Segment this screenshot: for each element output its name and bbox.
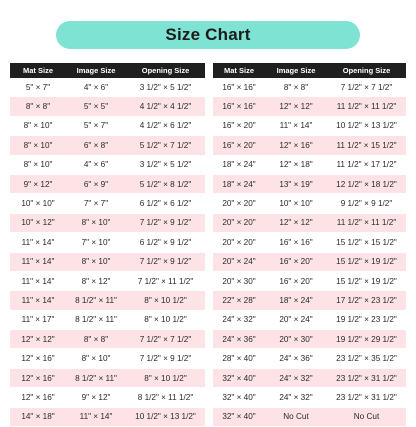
cell-opening-size: 23 1/2" × 31 1/2" — [327, 368, 406, 387]
cell-image-size: 8 1/2" × 11" — [66, 368, 126, 387]
table-row — [213, 349, 406, 368]
cell-mat-size: 28" × 40" — [213, 349, 265, 368]
cell-image-size: 12" × 18" — [265, 155, 327, 174]
table-row — [213, 136, 406, 155]
cell-opening-size: 17 1/2" × 23 1/2" — [327, 291, 406, 310]
cell-image-size: 4" × 6" — [66, 155, 126, 174]
table-row — [213, 271, 406, 290]
cell-opening-size: 7 1/2" × 11 1/2" — [126, 271, 205, 290]
table-row — [213, 97, 406, 116]
table-body-left — [10, 78, 205, 427]
table-row — [213, 116, 406, 135]
cell-opening-size: 11 1/2" × 11 1/2" — [327, 213, 406, 232]
column-header-image-size: Image Size — [66, 63, 126, 78]
cell-mat-size: 12" × 16" — [10, 388, 66, 407]
cell-image-size: 6" × 9" — [66, 174, 126, 193]
table-row — [10, 233, 205, 252]
cell-opening-size: 10 1/2" × 13 1/2" — [126, 407, 205, 426]
cell-image-size: 16" × 16" — [265, 233, 327, 252]
cell-mat-size: 8" × 10" — [10, 136, 66, 155]
cell-opening-size: 3 1/2" × 5 1/2" — [126, 155, 205, 174]
cell-opening-size: 6 1/2" × 9 1/2" — [126, 233, 205, 252]
cell-mat-size: 5" × 7" — [10, 78, 66, 97]
table-row — [10, 136, 205, 155]
cell-mat-size: 12" × 12" — [10, 330, 66, 349]
cell-opening-size: 11 1/2" × 17 1/2" — [327, 155, 406, 174]
cell-mat-size: 32" × 40" — [213, 407, 265, 426]
cell-mat-size: 18" × 24" — [213, 155, 265, 174]
cell-mat-size: 14" × 18" — [10, 407, 66, 426]
cell-mat-size: 20" × 30" — [213, 271, 265, 290]
cell-opening-size: 7 1/2" × 9 1/2" — [126, 252, 205, 271]
cell-image-size: 8" × 10" — [66, 213, 126, 232]
table-row — [10, 368, 205, 387]
cell-image-size: 5" × 7" — [66, 116, 126, 135]
cell-mat-size: 12" × 16" — [10, 368, 66, 387]
cell-mat-size: 11" × 14" — [10, 271, 66, 290]
table-row — [213, 233, 406, 252]
cell-opening-size: 7 1/2" × 9 1/2" — [126, 213, 205, 232]
cell-mat-size: 18" × 24" — [213, 174, 265, 193]
cell-mat-size: 8" × 10" — [10, 155, 66, 174]
cell-opening-size: 15 1/2" × 19 1/2" — [327, 252, 406, 271]
cell-opening-size: 15 1/2" × 15 1/2" — [327, 233, 406, 252]
cell-opening-size: 7 1/2" × 9 1/2" — [126, 349, 205, 368]
cell-opening-size: 10 1/2" × 13 1/2" — [327, 116, 406, 135]
cell-image-size: 24" × 32" — [265, 368, 327, 387]
cell-opening-size: 8" × 10 1/2" — [126, 291, 205, 310]
cell-opening-size: 19 1/2" × 23 1/2" — [327, 310, 406, 329]
cell-image-size: 12" × 16" — [265, 136, 327, 155]
cell-mat-size: 10" × 10" — [10, 194, 66, 213]
table-row — [213, 310, 406, 329]
column-header-opening-size: Opening Size — [327, 63, 406, 78]
table-row — [10, 310, 205, 329]
cell-image-size: 20" × 24" — [265, 310, 327, 329]
table-row — [10, 252, 205, 271]
cell-image-size: 18" × 24" — [265, 291, 327, 310]
table-row — [213, 252, 406, 271]
cell-image-size: 7" × 7" — [66, 194, 126, 213]
table-row — [213, 174, 406, 193]
cell-mat-size: 11" × 14" — [10, 233, 66, 252]
cell-opening-size: 6 1/2" × 6 1/2" — [126, 194, 205, 213]
cell-image-size: 16" × 20" — [265, 252, 327, 271]
cell-mat-size: 24" × 36" — [213, 330, 265, 349]
cell-image-size: 13" × 19" — [265, 174, 327, 193]
table-header-row — [10, 63, 205, 78]
cell-mat-size: 20" × 20" — [213, 233, 265, 252]
cell-opening-size: 8" × 10 1/2" — [126, 310, 205, 329]
table-row — [10, 194, 205, 213]
cell-opening-size: 19 1/2" × 29 1/2" — [327, 330, 406, 349]
cell-opening-size: 3 1/2" × 5 1/2" — [126, 78, 205, 97]
cell-image-size: 4" × 6" — [66, 78, 126, 97]
table-row — [10, 213, 205, 232]
cell-mat-size: 16" × 20" — [213, 136, 265, 155]
table-row — [10, 116, 205, 135]
cell-mat-size: 20" × 20" — [213, 194, 265, 213]
table-row — [10, 271, 205, 290]
cell-opening-size: 7 1/2" × 7 1/2" — [327, 78, 406, 97]
cell-mat-size: 32" × 40" — [213, 388, 265, 407]
table-row — [10, 174, 205, 193]
cell-opening-size: 8 1/2" × 11 1/2" — [126, 388, 205, 407]
cell-mat-size: 20" × 24" — [213, 252, 265, 271]
cell-image-size: 8" × 10" — [66, 252, 126, 271]
table-row — [213, 330, 406, 349]
table-row — [213, 407, 406, 426]
cell-opening-size: 4 1/2" × 6 1/2" — [126, 116, 205, 135]
cell-image-size: 6" × 8" — [66, 136, 126, 155]
cell-opening-size: 11 1/2" × 11 1/2" — [327, 97, 406, 116]
page-title: Size Chart — [165, 25, 251, 44]
column-header-mat-size: Mat Size — [10, 63, 66, 78]
cell-image-size: 8" × 8" — [66, 330, 126, 349]
cell-opening-size: 9 1/2" × 9 1/2" — [327, 194, 406, 213]
table-header-row — [213, 63, 406, 78]
cell-image-size: 5" × 5" — [66, 97, 126, 116]
table-body-right — [213, 78, 406, 427]
column-header-image-size: Image Size — [265, 63, 327, 78]
cell-opening-size: 23 1/2" × 31 1/2" — [327, 388, 406, 407]
cell-image-size: 12" × 12" — [265, 97, 327, 116]
table-row — [213, 194, 406, 213]
cell-mat-size: 24" × 32" — [213, 310, 265, 329]
cell-mat-size: 11" × 14" — [10, 252, 66, 271]
table-row — [213, 368, 406, 387]
table-row — [10, 349, 205, 368]
table-row — [10, 291, 205, 310]
cell-opening-size: 4 1/2" × 4 1/2" — [126, 97, 205, 116]
table-row — [10, 407, 205, 426]
size-table-left — [10, 63, 205, 427]
cell-image-size: 8" × 12" — [66, 271, 126, 290]
cell-mat-size: 11" × 14" — [10, 291, 66, 310]
cell-image-size: 10" × 10" — [265, 194, 327, 213]
cell-opening-size: 11 1/2" × 15 1/2" — [327, 136, 406, 155]
table-row — [213, 291, 406, 310]
cell-opening-size: 15 1/2" × 19 1/2" — [327, 271, 406, 290]
table-row — [213, 213, 406, 232]
cell-opening-size: 5 1/2" × 7 1/2" — [126, 136, 205, 155]
table-row — [10, 330, 205, 349]
cell-opening-size: 23 1/2" × 35 1/2" — [327, 349, 406, 368]
column-header-mat-size: Mat Size — [213, 63, 265, 78]
cell-image-size: 9" × 12" — [66, 388, 126, 407]
cell-image-size: No Cut — [265, 407, 327, 426]
cell-mat-size: 16" × 16" — [213, 97, 265, 116]
cell-image-size: 11" × 14" — [265, 116, 327, 135]
cell-image-size: 24" × 36" — [265, 349, 327, 368]
cell-opening-size: No Cut — [327, 407, 406, 426]
column-header-opening-size: Opening Size — [126, 63, 205, 78]
cell-image-size: 7" × 10" — [66, 233, 126, 252]
table-row — [10, 78, 205, 97]
cell-image-size: 8" × 8" — [265, 78, 327, 97]
cell-image-size: 20" × 30" — [265, 330, 327, 349]
table-row — [213, 388, 406, 407]
cell-mat-size: 32" × 40" — [213, 368, 265, 387]
cell-mat-size: 11" × 17" — [10, 310, 66, 329]
cell-mat-size: 16" × 16" — [213, 78, 265, 97]
cell-mat-size: 16" × 20" — [213, 116, 265, 135]
cell-mat-size: 8" × 10" — [10, 116, 66, 135]
table-row — [10, 155, 205, 174]
cell-opening-size: 8" × 10 1/2" — [126, 368, 205, 387]
cell-image-size: 11" × 14" — [66, 407, 126, 426]
cell-opening-size: 5 1/2" × 8 1/2" — [126, 174, 205, 193]
table-row — [10, 388, 205, 407]
cell-image-size: 12" × 12" — [265, 213, 327, 232]
cell-mat-size: 20" × 20" — [213, 213, 265, 232]
cell-mat-size: 12" × 16" — [10, 349, 66, 368]
cell-opening-size: 12 1/2" × 18 1/2" — [327, 174, 406, 193]
table-row — [10, 97, 205, 116]
table-row — [213, 78, 406, 97]
cell-mat-size: 22" × 28" — [213, 291, 265, 310]
cell-image-size: 8 1/2" × 11" — [66, 291, 126, 310]
cell-image-size: 8" × 10" — [66, 349, 126, 368]
cell-mat-size: 9" × 12" — [10, 174, 66, 193]
cell-opening-size: 7 1/2" × 7 1/2" — [126, 330, 205, 349]
cell-image-size: 16" × 20" — [265, 271, 327, 290]
size-table-right — [213, 63, 406, 427]
title-banner — [56, 21, 360, 49]
cell-mat-size: 10" × 12" — [10, 213, 66, 232]
cell-image-size: 24" × 32" — [265, 388, 327, 407]
cell-mat-size: 8" × 8" — [10, 97, 66, 116]
table-row — [213, 155, 406, 174]
cell-image-size: 8 1/2" × 11" — [66, 310, 126, 329]
